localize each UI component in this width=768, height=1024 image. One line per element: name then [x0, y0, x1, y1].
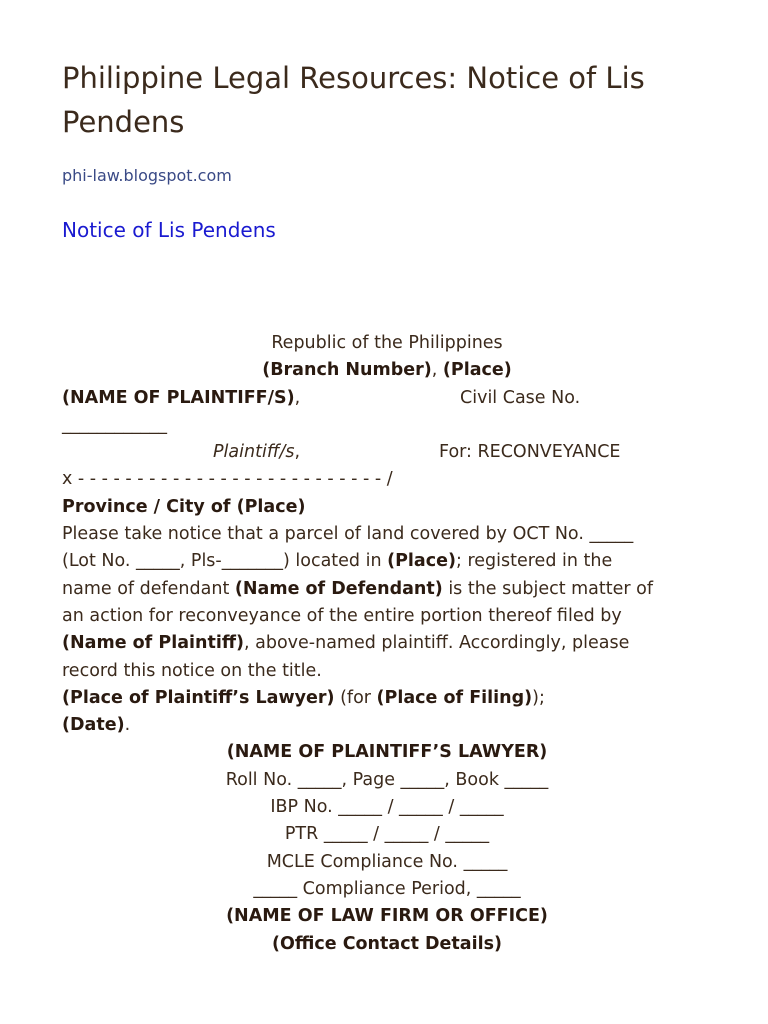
plaintiff-comma: , [294, 387, 301, 408]
branch-line [62, 357, 712, 384]
date-line [62, 712, 712, 739]
document-heading[interactable]: Notice of Lis Pendens [62, 218, 276, 242]
dash-line [62, 466, 712, 493]
blank-line [62, 412, 712, 439]
place-line [62, 685, 712, 712]
notice-defendant: (Name of Defendant) [234, 578, 443, 599]
plaintiffs-label-wrap [213, 439, 300, 466]
notice-text-2b: ; registered in the [455, 551, 613, 572]
notice-text-1: Please take notice that a parcel of land covered by OCT No. _____ [62, 524, 634, 545]
lawyer-name-line [62, 739, 712, 766]
law-firm-line [62, 903, 712, 930]
for-open: (for [334, 687, 377, 708]
notice-place: (Place) [387, 551, 456, 572]
law-firm: (NAME OF LAW FIRM OR OFFICE) [226, 906, 548, 927]
notice-text-4: an action for reconveyance of the entire portion thereof filed by [62, 605, 622, 626]
place-of-lawyer: (Place of Plaintiff’s Lawyer) [62, 687, 335, 708]
notice-plaintiff: (Name of Plaintiff) [62, 633, 245, 654]
civil-case-label: Civil Case No. [460, 387, 581, 408]
notice-para-line-3 [62, 576, 712, 603]
plaintiff-name: (NAME OF PLAINTIFF/S) [62, 387, 295, 408]
compliance-period-line [62, 876, 712, 903]
notice-para-line-1 [62, 521, 712, 548]
notice-para-line-2 [62, 548, 712, 575]
page-title: Philippine Legal Resources: Notice of Lis Pendens [62, 61, 645, 139]
notice-para-line-5 [62, 630, 712, 657]
roll-no: Roll No. _____, Page _____, Book _____ [225, 769, 549, 790]
for-reconveyance: For: RECONVEYANCE [439, 442, 621, 463]
office-contact-line [62, 931, 712, 958]
province-line [62, 494, 712, 521]
branch-place: (Place) [442, 360, 512, 381]
province-city: Province / City of (Place) [62, 496, 306, 517]
notice-text-5b: , above-named plaintiff. Accordingly, please [244, 633, 630, 654]
plaintiffs-comma: , [294, 442, 301, 463]
dash-separator: x - - - - - - - - - - - - - - - - - - - - - - - - - - / [62, 469, 393, 490]
ibp-no: IBP No. _____ / _____ / _____ [270, 797, 504, 818]
plaintiffs-line [62, 439, 712, 466]
document-body [62, 330, 712, 958]
notice-text-6: record this notice on the title. [62, 660, 322, 681]
date-field: (Date) [62, 715, 125, 736]
ibp-line [62, 794, 712, 821]
mcle-line [62, 849, 712, 876]
notice-para-line-4 [62, 603, 712, 630]
ptr-line [62, 821, 712, 848]
republic-text: Republic of the Philippines [271, 333, 503, 353]
blank-underscore: ____________ [62, 414, 167, 435]
date-period: . [124, 715, 131, 736]
branch-separator: , [431, 360, 443, 381]
place-of-filing: (Place of Filing) [376, 687, 533, 708]
roll-no-line [62, 767, 712, 794]
plaintiffs-label: Plaintiff/s [213, 442, 295, 463]
branch-number: (Branch Number) [262, 360, 432, 381]
plaintiff-line [62, 385, 712, 412]
for-close: ); [532, 687, 545, 708]
mcle-no: MCLE Compliance No. _____ [266, 851, 508, 872]
compliance-period: _____ Compliance Period, _____ [253, 878, 521, 899]
notice-text-3a: name of defendant [62, 578, 235, 599]
notice-text-3b: is the subject matter of [442, 578, 654, 599]
office-contact: (Office Contact Details) [271, 933, 503, 954]
notice-para-line-6 [62, 658, 712, 685]
source-link[interactable]: phi-law.blogspot.com [62, 166, 232, 185]
notice-text-2a: (Lot No. _____, Pls-_______) located in [62, 551, 388, 572]
lawyer-name: (NAME OF PLAINTIFF’S LAWYER) [226, 742, 548, 763]
republic-line [62, 330, 712, 357]
ptr-no: PTR _____ / _____ / _____ [284, 824, 490, 845]
